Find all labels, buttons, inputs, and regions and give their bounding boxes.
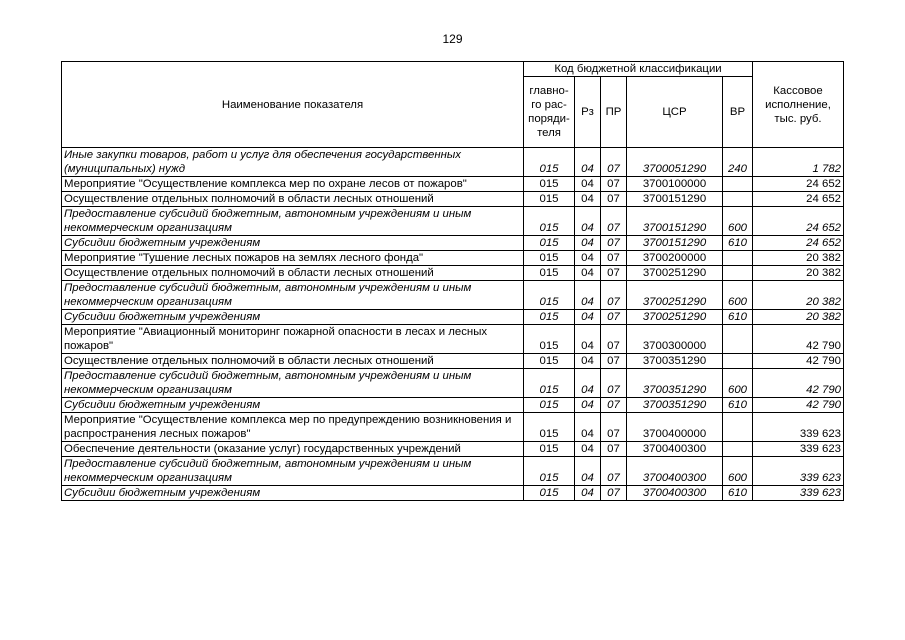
cell-amount: 339 623 [753, 413, 844, 442]
cell-amount: 20 382 [753, 266, 844, 281]
header-vr: ВР [723, 77, 753, 148]
table-row [62, 236, 844, 251]
page-number: 129 [442, 32, 463, 46]
header-csr: ЦСР [627, 77, 723, 148]
cell-pr: 07 [601, 177, 627, 192]
cell-rz: 04 [575, 207, 601, 236]
cell-vr [723, 251, 753, 266]
cell-pr: 07 [601, 354, 627, 369]
cell-csr: 3700051290 [627, 148, 723, 177]
table-body [62, 148, 844, 501]
table-row [62, 148, 844, 177]
cell-grbs: 015 [524, 369, 575, 398]
cell-rz: 04 [575, 442, 601, 457]
cell-csr: 3700300000 [627, 325, 723, 354]
table-row [62, 266, 844, 281]
cell-vr: 610 [723, 236, 753, 251]
table-row [62, 457, 844, 486]
cell-vr [723, 413, 753, 442]
cell-name: Мероприятие "Осуществление комплекса мер по охране лесов от пожаров" [62, 177, 524, 192]
cell-amount: 24 652 [753, 207, 844, 236]
cell-pr: 07 [601, 148, 627, 177]
cell-vr: 600 [723, 281, 753, 310]
cell-rz: 04 [575, 369, 601, 398]
cell-vr: 610 [723, 398, 753, 413]
cell-csr: 3700151290 [627, 192, 723, 207]
cell-grbs: 015 [524, 236, 575, 251]
cell-grbs: 015 [524, 457, 575, 486]
cell-name: Осуществление отдельных полномочий в области лесных отношений [62, 192, 524, 207]
header-grbs: главно-го рас-поряди-теля [524, 77, 575, 148]
cell-amount: 42 790 [753, 354, 844, 369]
cell-grbs: 015 [524, 442, 575, 457]
table-row [62, 251, 844, 266]
cell-name: Предоставление субсидий бюджетным, автономным учреждениям и иным некоммерческим организациям [62, 457, 524, 486]
cell-grbs: 015 [524, 207, 575, 236]
cell-grbs: 015 [524, 148, 575, 177]
cell-grbs: 015 [524, 177, 575, 192]
cell-name: Субсидии бюджетным учреждениям [62, 236, 524, 251]
cell-pr: 07 [601, 486, 627, 501]
cell-amount: 339 623 [753, 486, 844, 501]
table-row [62, 442, 844, 457]
cell-vr [723, 442, 753, 457]
cell-csr: 3700400000 [627, 413, 723, 442]
cell-csr: 3700400300 [627, 486, 723, 501]
cell-rz: 04 [575, 325, 601, 354]
cell-pr: 07 [601, 457, 627, 486]
cell-vr [723, 177, 753, 192]
cell-name: Иные закупки товаров, работ и услуг для обеспечения государственных (муниципальных) нужд [62, 148, 524, 177]
cell-vr: 600 [723, 369, 753, 398]
cell-name: Обеспечение деятельности (оказание услуг) государственных учреждений [62, 442, 524, 457]
cell-pr: 07 [601, 325, 627, 354]
table-row [62, 207, 844, 236]
cell-rz: 04 [575, 266, 601, 281]
table-row [62, 369, 844, 398]
cell-grbs: 015 [524, 354, 575, 369]
cell-grbs: 015 [524, 486, 575, 501]
cell-pr: 07 [601, 398, 627, 413]
cell-grbs: 015 [524, 398, 575, 413]
cell-vr [723, 354, 753, 369]
cell-name: Мероприятие "Авиационный мониторинг пожарной опасности в лесах и лесных пожаров" [62, 325, 524, 354]
header-row-1 [62, 62, 844, 77]
header-code-group: Код бюджетной классификации [524, 62, 753, 77]
header-rz: Рз [575, 77, 601, 148]
cell-rz: 04 [575, 148, 601, 177]
cell-csr: 3700151290 [627, 236, 723, 251]
cell-vr: 600 [723, 207, 753, 236]
cell-vr: 600 [723, 457, 753, 486]
cell-csr: 3700151290 [627, 207, 723, 236]
cell-rz: 04 [575, 192, 601, 207]
cell-rz: 04 [575, 354, 601, 369]
cell-csr: 3700251290 [627, 266, 723, 281]
cell-csr: 3700351290 [627, 398, 723, 413]
cell-csr: 3700351290 [627, 369, 723, 398]
cell-csr: 3700351290 [627, 354, 723, 369]
cell-csr: 3700400300 [627, 457, 723, 486]
cell-rz: 04 [575, 236, 601, 251]
cell-name: Субсидии бюджетным учреждениям [62, 310, 524, 325]
cell-rz: 04 [575, 486, 601, 501]
cell-vr: 610 [723, 486, 753, 501]
cell-name: Субсидии бюджетным учреждениям [62, 486, 524, 501]
budget-table [61, 61, 844, 501]
cell-name: Субсидии бюджетным учреждениям [62, 398, 524, 413]
cell-rz: 04 [575, 251, 601, 266]
table-row [62, 177, 844, 192]
cell-pr: 07 [601, 207, 627, 236]
cell-amount: 1 782 [753, 148, 844, 177]
cell-grbs: 015 [524, 310, 575, 325]
cell-amount: 42 790 [753, 325, 844, 354]
header-amount: Кассовое исполнение, тыс. руб. [753, 62, 844, 148]
cell-amount: 42 790 [753, 369, 844, 398]
cell-name: Мероприятие "Тушение лесных пожаров на землях лесного фонда" [62, 251, 524, 266]
table-row [62, 398, 844, 413]
cell-rz: 04 [575, 310, 601, 325]
cell-csr: 3700200000 [627, 251, 723, 266]
cell-grbs: 015 [524, 413, 575, 442]
cell-name: Осуществление отдельных полномочий в области лесных отношений [62, 354, 524, 369]
cell-amount: 339 623 [753, 442, 844, 457]
cell-rz: 04 [575, 281, 601, 310]
cell-grbs: 015 [524, 251, 575, 266]
cell-csr: 3700251290 [627, 310, 723, 325]
table-row [62, 486, 844, 501]
cell-pr: 07 [601, 266, 627, 281]
table-row [62, 192, 844, 207]
cell-name: Предоставление субсидий бюджетным, автономным учреждениям и иным некоммерческим организациям [62, 207, 524, 236]
cell-name: Предоставление субсидий бюджетным, автономным учреждениям и иным некоммерческим организациям [62, 369, 524, 398]
cell-rz: 04 [575, 177, 601, 192]
cell-pr: 07 [601, 192, 627, 207]
cell-csr: 3700251290 [627, 281, 723, 310]
cell-amount: 24 652 [753, 177, 844, 192]
cell-vr: 240 [723, 148, 753, 177]
cell-vr: 610 [723, 310, 753, 325]
header-name: Наименование показателя [62, 62, 524, 148]
table-row [62, 281, 844, 310]
cell-rz: 04 [575, 457, 601, 486]
cell-amount: 42 790 [753, 398, 844, 413]
cell-pr: 07 [601, 413, 627, 442]
cell-amount: 20 382 [753, 281, 844, 310]
cell-grbs: 015 [524, 281, 575, 310]
cell-pr: 07 [601, 236, 627, 251]
table-row [62, 413, 844, 442]
cell-rz: 04 [575, 413, 601, 442]
cell-amount: 20 382 [753, 251, 844, 266]
cell-vr [723, 266, 753, 281]
cell-name: Мероприятие "Осуществление комплекса мер по предупреждению возникновения и распространения лесных пожаров" [62, 413, 524, 442]
cell-csr: 3700100000 [627, 177, 723, 192]
cell-rz: 04 [575, 398, 601, 413]
cell-pr: 07 [601, 310, 627, 325]
cell-grbs: 015 [524, 192, 575, 207]
cell-name: Предоставление субсидий бюджетным, автономным учреждениям и иным некоммерческим организациям [62, 281, 524, 310]
cell-amount: 20 382 [753, 310, 844, 325]
cell-pr: 07 [601, 442, 627, 457]
cell-grbs: 015 [524, 266, 575, 281]
cell-amount: 24 652 [753, 192, 844, 207]
header-pr: ПР [601, 77, 627, 148]
table-row [62, 325, 844, 354]
cell-vr [723, 192, 753, 207]
cell-pr: 07 [601, 369, 627, 398]
cell-pr: 07 [601, 251, 627, 266]
cell-vr [723, 325, 753, 354]
table-row [62, 354, 844, 369]
table-row [62, 310, 844, 325]
cell-csr: 3700400300 [627, 442, 723, 457]
cell-pr: 07 [601, 281, 627, 310]
cell-grbs: 015 [524, 325, 575, 354]
cell-amount: 24 652 [753, 236, 844, 251]
cell-amount: 339 623 [753, 457, 844, 486]
cell-name: Осуществление отдельных полномочий в области лесных отношений [62, 266, 524, 281]
